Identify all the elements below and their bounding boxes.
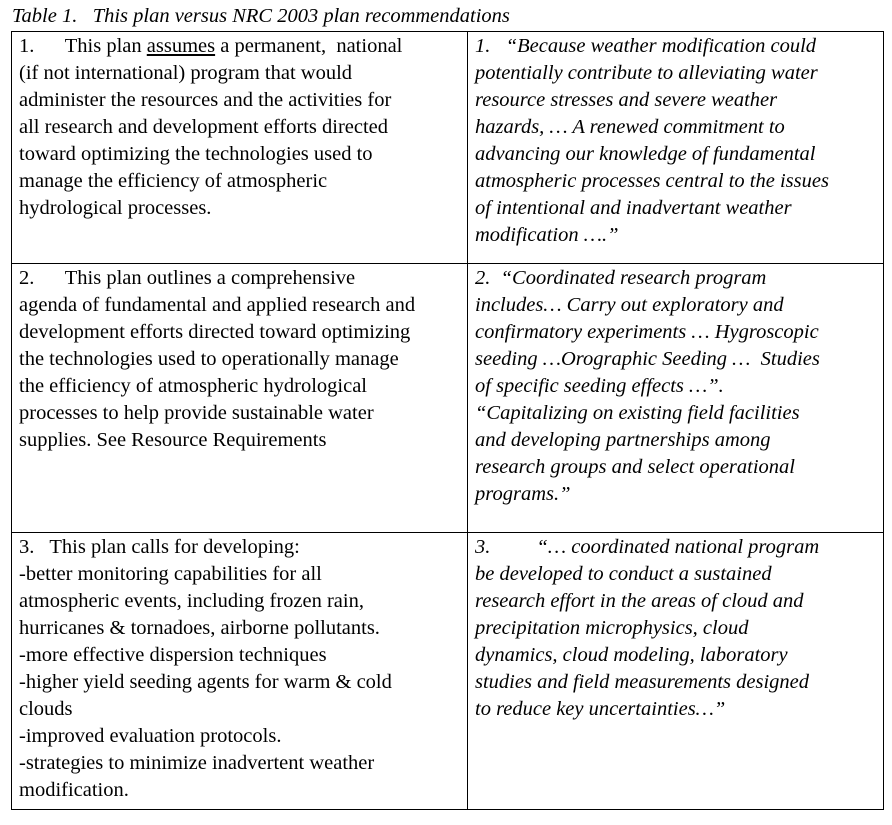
cell-line: potentially contribute to alleviating water [475, 62, 818, 84]
cell-line: atmospheric processes central to the issues [475, 170, 829, 192]
cell-line: seeding …Orographic Seeding … Studies [475, 348, 820, 370]
cell-line: administer the resources and the activities for [19, 89, 392, 111]
cell-line: 3. “… coordinated national program [475, 536, 820, 558]
cell-line: research groups and select operational [475, 456, 795, 478]
cell-line: studies and field measurements designed [475, 671, 810, 693]
cell-line: confirmatory experiments … Hygroscopic [475, 321, 819, 343]
cell-line: atmospheric events, including frozen rain, [19, 590, 364, 612]
nrc-recommendation-cell-1 [468, 32, 884, 264]
cell-line: processes to help provide sustainable water [19, 402, 374, 424]
cell-line: the technologies used to operationally manage [19, 348, 399, 370]
this-plan-cell-1 [12, 32, 468, 264]
cell-line: -strategies to minimize inadvertent weather [19, 752, 375, 774]
cell-line: toward optimizing the technologies used to [19, 143, 373, 165]
cell-line: programs.” [475, 483, 571, 505]
cell-line: of specific seeding effects …”. [475, 375, 724, 397]
item-number: 3. [475, 536, 491, 558]
table-caption: Table 1. This plan versus NRC 2003 plan recommendations [12, 5, 510, 27]
cell-line: hydrological processes. [19, 197, 212, 219]
cell-line: all research and development efforts directed [19, 116, 389, 138]
cell-line: -more effective dispersion techniques [19, 644, 327, 666]
table-row [12, 32, 884, 264]
cell-line: 2. This plan outlines a comprehensive [19, 267, 356, 289]
cell-line: hazards, … A renewed commitment to [475, 116, 785, 138]
cell-line: 3. This plan calls for developing: [19, 536, 300, 558]
cell-line: supplies. See Resource Requirements [19, 429, 327, 451]
cell-line: manage the efficiency of atmospheric [19, 170, 328, 192]
this-plan-cell-3 [12, 533, 468, 810]
cell-line: to reduce key uncertainties…” [475, 698, 726, 720]
nrc-recommendation-cell-2 [468, 264, 884, 533]
cell-line: hurricanes & tornadoes, airborne pollutants. [19, 617, 380, 639]
cell-line: agenda of fundamental and applied research and [19, 294, 416, 316]
nrc-recommendation-cell-3 [468, 533, 884, 810]
item-number: 1. [19, 35, 35, 57]
cell-line: -higher yield seeding agents for warm & cold [19, 671, 392, 693]
cell-line: 1. This plan assumes a permanent, national [19, 35, 403, 57]
cell-line: resource stresses and severe weather [475, 89, 778, 111]
cell-line: research effort in the areas of cloud and [475, 590, 804, 612]
cell-line: -improved evaluation protocols. [19, 725, 282, 747]
comparison-table [11, 31, 884, 810]
cell-line: 1. “Because weather modification could [475, 35, 817, 57]
cell-line: includes… Carry out exploratory and [475, 294, 784, 316]
table-row [12, 533, 884, 810]
cell-line: 2. “Coordinated research program [475, 267, 767, 289]
underlined-word: assumes [146, 35, 216, 57]
cell-line: dynamics, cloud modeling, laboratory [475, 644, 788, 666]
table-row [12, 264, 884, 533]
cell-line: and developing partnerships among [475, 429, 771, 451]
cell-line: modification. [19, 779, 129, 801]
cell-line: modification ….” [475, 224, 619, 246]
cell-line: (if not international) program that would [19, 62, 353, 84]
cell-line: the efficiency of atmospheric hydrological [19, 375, 367, 397]
cell-line: advancing our knowledge of fundamental [475, 143, 816, 165]
cell-line: be developed to conduct a sustained [475, 563, 772, 585]
cell-line: “Capitalizing on existing field facilities [475, 402, 800, 424]
cell-line: of intentional and inadvertant weather [475, 197, 792, 219]
cell-line: precipitation microphysics, cloud [475, 617, 749, 639]
cell-line: development efforts directed toward optimizing [19, 321, 411, 343]
this-plan-cell-2 [12, 264, 468, 533]
cell-line: -better monitoring capabilities for all [19, 563, 322, 585]
cell-line: clouds [19, 698, 73, 720]
item-number: 2. [19, 267, 35, 289]
